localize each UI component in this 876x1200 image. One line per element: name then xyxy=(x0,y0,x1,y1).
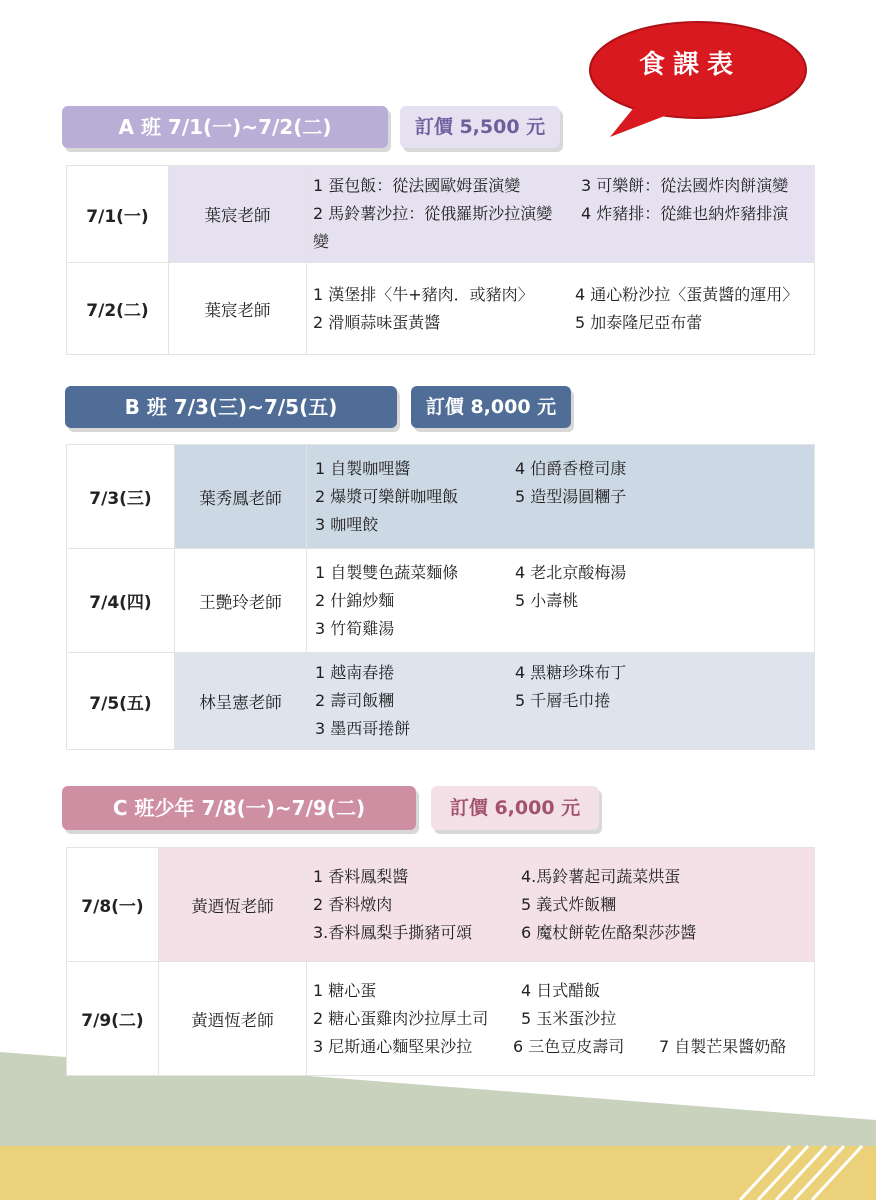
menu-item: 3 尼斯通心麵堅果沙拉 xyxy=(313,1036,473,1056)
class-c-table xyxy=(66,847,815,1076)
menu-item: 6 三色豆皮壽司 xyxy=(513,1036,625,1056)
class-c-price: 訂價 6,000 元 xyxy=(431,786,599,830)
row-date: 7/9(二) xyxy=(67,962,159,1076)
class-c-title: C 班少年 7/8(一)~7/9(二) xyxy=(62,786,416,830)
menu-item: 5 小壽桃 xyxy=(515,590,579,610)
row-teacher: 葉宸老師 xyxy=(169,166,307,263)
row-menu xyxy=(307,166,815,263)
menu-item: 3 可樂餅：從法國炸肉餅演變 xyxy=(581,176,789,195)
class-b-price: 訂價 8,000 元 xyxy=(411,386,571,428)
menu-item: 1 糖心蛋 xyxy=(313,980,377,1000)
class-a-table xyxy=(66,165,815,355)
menu-item: 5 玉米蛋沙拉 xyxy=(521,1008,617,1028)
menu-item: 1 自製雙色蔬菜麵條 xyxy=(315,562,459,582)
row-teacher: 黃迺恆老師 xyxy=(159,848,307,962)
bubble-title: 食課表 xyxy=(638,50,741,80)
menu-item: 3 咖哩餃 xyxy=(315,514,379,534)
menu-item: 2 滑順蒜味蛋黃醬 xyxy=(313,312,441,332)
table-row xyxy=(67,166,815,263)
class-b-table xyxy=(66,444,815,750)
menu-item: 1 蛋包飯：從法國歐姆蛋演變 xyxy=(313,176,521,195)
menu-item: 4 日式醋飯 xyxy=(521,980,601,1000)
menu-item: 5 千層毛巾捲 xyxy=(515,691,611,710)
row-menu xyxy=(307,549,815,653)
menu-item: 4 老北京酸梅湯 xyxy=(515,562,627,582)
menu-item: 2 馬鈴薯沙拉：從俄羅斯沙拉演變 xyxy=(313,204,553,223)
row-menu xyxy=(307,962,815,1076)
row-teacher: 葉秀鳳老師 xyxy=(175,445,307,549)
menu-item: 3 墨西哥捲餅 xyxy=(315,719,411,738)
menu-item: 1 香料鳳梨醬 xyxy=(313,866,409,886)
menu-item: 6 魔杖餅乾佐酪梨莎莎醬 xyxy=(521,922,697,942)
row-menu xyxy=(307,263,815,355)
row-menu xyxy=(307,653,815,750)
row-date: 7/2(二) xyxy=(67,263,169,355)
menu-item: 3.香料鳳梨手撕豬可頌 xyxy=(313,922,473,942)
menu-item: 2 香料燉肉 xyxy=(313,894,393,914)
menu-item: 2 壽司飯糰 xyxy=(315,691,395,710)
row-teacher: 黃迺恆老師 xyxy=(159,962,307,1076)
table-row xyxy=(67,848,815,962)
row-menu xyxy=(307,848,815,962)
menu-item: 1 漢堡排〈牛+豬肉．或豬肉〉 xyxy=(313,284,534,304)
table-row xyxy=(67,653,815,750)
menu-item: 4 炸豬排：從維也納炸豬排演 xyxy=(581,204,789,223)
menu-item: 4 通心粉沙拉〈蛋黃醬的運用〉 xyxy=(575,284,799,304)
menu-item: 7 自製芒果醬奶酪 xyxy=(659,1036,787,1056)
menu-item: 2 什錦炒麵 xyxy=(315,590,395,610)
class-b-title: B 班 7/3(三)~7/5(五) xyxy=(65,386,397,428)
menu-item: 變 xyxy=(313,232,330,251)
row-date: 7/8(一) xyxy=(67,848,159,962)
table-row xyxy=(67,263,815,355)
row-teacher: 林呈憲老師 xyxy=(175,653,307,750)
menu-item: 5 造型湯圓糰子 xyxy=(515,486,627,506)
table-row xyxy=(67,962,815,1076)
table-row xyxy=(67,549,815,653)
menu-item: 1 越南春捲 xyxy=(315,663,395,682)
row-menu xyxy=(307,445,815,549)
row-date: 7/5(五) xyxy=(67,653,175,750)
menu-item: 3 竹筍雞湯 xyxy=(315,618,395,638)
menu-item: 2 糖心蛋雞肉沙拉厚土司 xyxy=(313,1008,489,1028)
row-teacher: 王艷玲老師 xyxy=(175,549,307,653)
class-a-price: 訂價 5,500 元 xyxy=(400,106,560,148)
menu-item: 4 黑糖珍珠布丁 xyxy=(515,663,627,682)
menu-item: 4 伯爵香橙司康 xyxy=(515,458,627,478)
menu-item: 4.馬鈴薯起司蔬菜烘蛋 xyxy=(521,866,681,886)
row-date: 7/4(四) xyxy=(67,549,175,653)
row-date: 7/3(三) xyxy=(67,445,175,549)
table-row xyxy=(67,445,815,549)
menu-item: 2 爆漿可樂餅咖哩飯 xyxy=(315,486,459,506)
row-teacher: 葉宸老師 xyxy=(169,263,307,355)
class-a-title: A 班 7/1(一)~7/2(二) xyxy=(62,106,388,148)
menu-item: 5 加泰隆尼亞布蕾 xyxy=(575,312,703,332)
menu-item: 1 自製咖哩醬 xyxy=(315,458,411,478)
menu-item: 5 義式炸飯糰 xyxy=(521,894,617,914)
row-date: 7/1(一) xyxy=(67,166,169,263)
